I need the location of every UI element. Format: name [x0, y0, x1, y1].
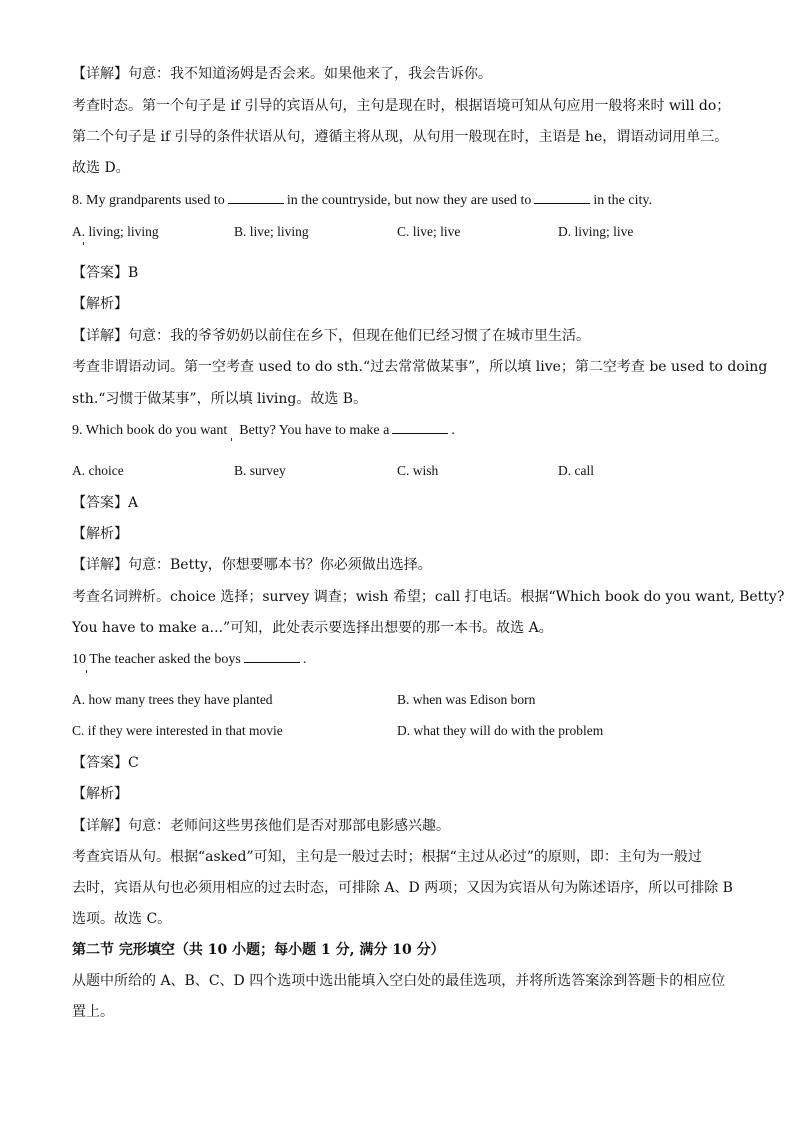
- q8-stem-part1: 8. My grandparents used to: [72, 193, 225, 208]
- scan-mark: [83, 242, 84, 245]
- q8-stem-part2: in the countryside, but now they are used to: [286, 193, 532, 208]
- q8-blank-2: [534, 190, 590, 204]
- q9-option-b: B. survey: [234, 463, 286, 478]
- q9-jiexi-label: 【解析】: [72, 526, 128, 542]
- q10-answer: 【答案】C: [72, 755, 139, 771]
- q8-detail: 【详解】句意：我的爷爷奶奶以前住在乡下，但现在他们已经习惯了在城市里生活。: [72, 328, 590, 344]
- q10-analysis-line1: 考查宾语从句。根据“asked”可知，主句是一般过去时；根据“主过从必过”的原则，即：主句为一般过: [72, 849, 702, 865]
- q8-option-c: C. live; live: [397, 224, 461, 239]
- q9-stem-part1: 9. Which book do you want: [72, 423, 228, 438]
- q9-answer: 【答案】A: [72, 495, 139, 511]
- q7-analysis-line3: 故选 D。: [72, 160, 130, 176]
- q9-option-d: D. call: [558, 463, 594, 478]
- q10-analysis-line3: 选项。故选 C。: [72, 911, 172, 927]
- q8-blank-1: [228, 190, 284, 204]
- q10-option-c: C. if they were interested in that movie: [72, 723, 283, 738]
- q10-blank: [244, 649, 300, 663]
- q9-detail: 【详解】句意：Betty，你想要哪本书？你必须做出选择。: [72, 557, 432, 573]
- q9-stem-part2: Betty? You have to make a: [239, 423, 390, 438]
- q10-stem-part1: 10 The teacher asked the boys: [72, 652, 241, 667]
- q10-detail: 【详解】句意：老师问这些男孩他们是否对那部电影感兴趣。: [72, 818, 450, 834]
- question-9-stem: [72, 420, 724, 441]
- q7-analysis-line1: 考查时态。第一个句子是 if 引导的宾语从句，主句是现在时，根据语境可知从句应用一般将来时 will do；: [72, 98, 731, 114]
- q9-stem-part3: .: [451, 423, 455, 438]
- q8-analysis-line1: 考查非谓语动词。第一空考查 used to do sth.“过去常常做某事”，所以填 live；第二空考查 be used to doing: [72, 359, 768, 375]
- q8-answer: 【答案】B: [72, 265, 139, 281]
- scan-mark: [86, 670, 87, 673]
- q9-option-c: C. wish: [397, 463, 439, 478]
- q9-analysis-line2: You have to make a...”可知，此处表示要选择出想要的那一本书。故选 A。: [72, 620, 553, 636]
- q10-jiexi-label: 【解析】: [72, 786, 128, 802]
- question-10-stem: [72, 649, 724, 670]
- q8-stem-part3: in the city.: [593, 193, 652, 208]
- q10-option-b: B. when was Edison born: [397, 692, 536, 707]
- q10-stem-part2: .: [302, 652, 307, 667]
- section-2-instructions-line1: 从题中所给的 A、B、C、D 四个选项中选出能填入空白处的最佳选项，并将所选答案涂到答题卡的相应位: [72, 973, 726, 989]
- q9-analysis-line1: 考查名词辨析。choice 选择；survey 调查；wish 希望；call 打电话。根据“Which book do you want, Betty?: [72, 589, 785, 605]
- q10-analysis-line2: 去时，宾语从句也必须用相应的过去时态，可排除 A、D 两项；又因为宾语从句为陈述语序，所以可排除 B: [72, 880, 733, 896]
- q8-option-d: D. living; live: [558, 224, 634, 239]
- q8-jiexi-label: 【解析】: [72, 296, 128, 312]
- q9-option-a: A. choice: [72, 463, 124, 478]
- q7-analysis-line2: 第二个句子是 if 引导的条件状语从句，遵循主将从现，从句用一般现在时，主语是 he，谓语动词用单三。: [72, 129, 729, 145]
- q9-blank: [392, 420, 448, 434]
- q10-option-d: D. what they will do with the problem: [397, 723, 604, 738]
- q7-detail: 【详解】句意：我不知道汤姆是否会来。如果他来了，我会告诉你。: [72, 66, 492, 82]
- section-2-heading: 第二节 完形填空（共 10 小题；每小题 1 分, 满分 10 分）: [72, 942, 445, 958]
- section-2-instructions-line2: 置上。: [72, 1004, 114, 1020]
- q8-option-a: A. living; living: [72, 224, 159, 239]
- q8-option-b: B. live; living: [234, 224, 309, 239]
- question-8-stem: [72, 190, 724, 211]
- q10-option-a: A. how many trees they have planted: [72, 692, 273, 707]
- scan-mark: [231, 438, 232, 441]
- q8-analysis-line2: sth.“习惯于做某事”，所以填 living。故选 B。: [72, 391, 368, 407]
